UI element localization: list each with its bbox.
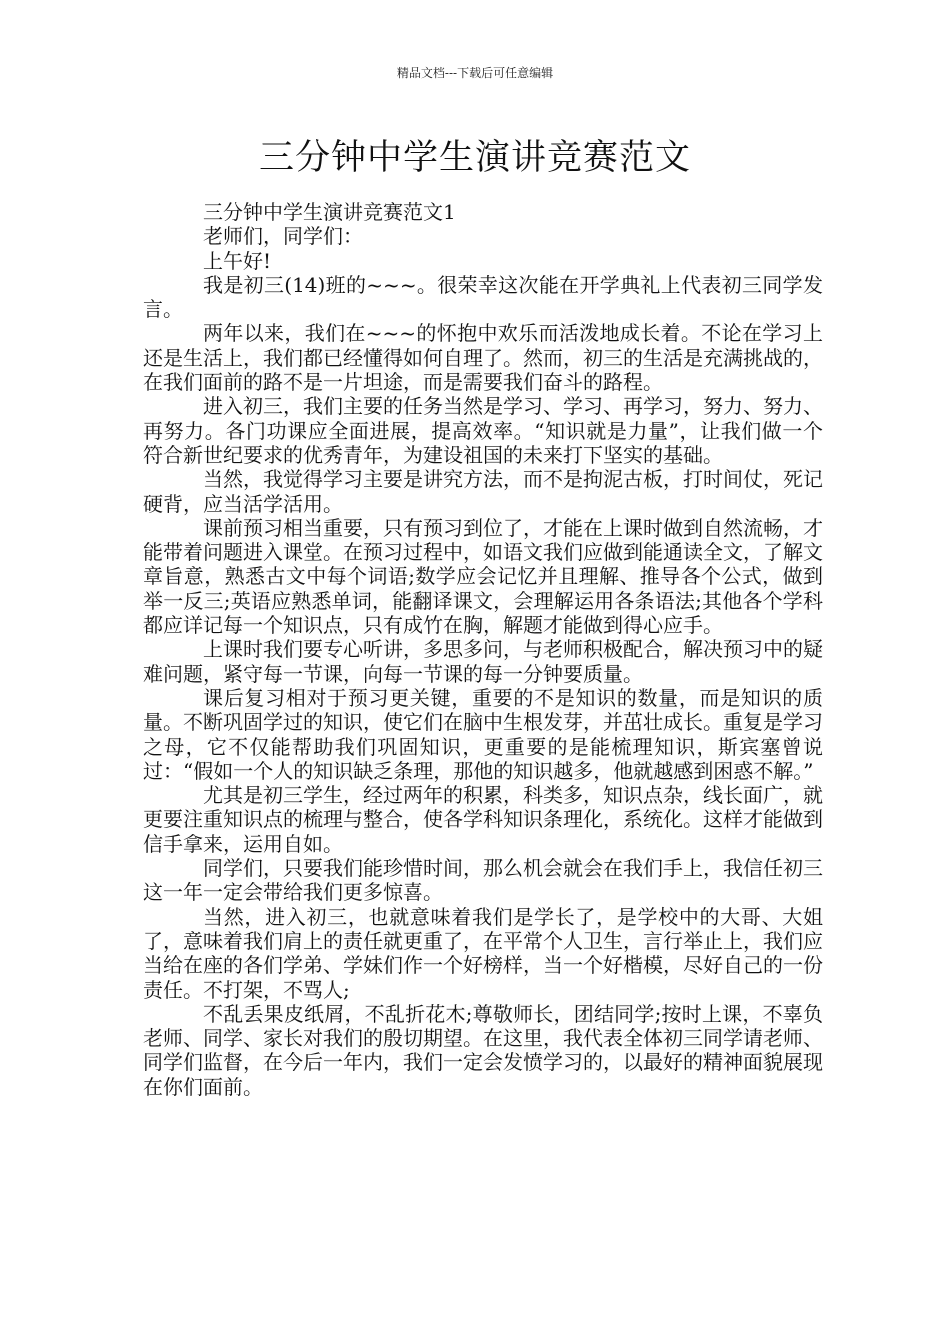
paragraph: 当然，我觉得学习主要是讲究方法，而不是拘泥古板，打时间仗，死记硬背，应当活学活用。: [143, 467, 823, 516]
paragraph: 上午好!: [203, 248, 272, 273]
paragraph: 尤其是初三学生，经过两年的积累，科类多，知识点杂，线长面广，就更要注重知识点的梳理与整合，使各学科知识条理化，系统化。这样才能做到信手拿来，运用自如。: [143, 783, 823, 856]
page-header: 精品文档---下载后可任意编辑: [396, 66, 554, 80]
paragraph: 老师们，同学们：: [203, 224, 363, 249]
paragraph: 同学们，只要我们能珍惜时间，那么机会就会在我们手上，我信任初三这一年一定会带给我们更多惊喜。: [143, 856, 823, 905]
paragraph: 三分钟中学生演讲竞赛范文1: [203, 200, 456, 224]
document-body: [143, 200, 823, 1099]
paragraph: 进入初三，我们主要的任务当然是学习、学习、再学习，努力、努力、再努力。各门功课应全面进展，提高效率。“知识就是力量”，让我们做一个符合新世纪要求的优秀青年，为建设祖国的未来打下坚实的基础。: [143, 394, 823, 467]
paragraph: 上课时我们要专心听讲，多思多问，与老师积极配合，解决预习中的疑难问题，紧守每一节课，向每一节课的每一分钟要质量。: [143, 637, 823, 686]
paragraph: 当然，进入初三，也就意味着我们是学长了，是学校中的大哥、大姐了，意味着我们肩上的责任就更重了，在平常个人卫生，言行举止上，我们应当给在座的各们学弟、学妹们作一个好榜样，当一个好楷模，尽好自己的一份责任。不打架，不骂人;: [143, 904, 823, 1002]
paragraph: 我是初三(14)班的~~~。很荣幸这次能在开学典礼上代表初三同学发言。: [143, 272, 823, 322]
paragraph: 两年以来，我们在~~~的怀抱中欢乐而活泼地成长着。不论在学习上还是生活上，我们都已经懂得如何自理了。然而，初三的生活是充满挑战的，在我们面前的路不是一片坦途，而是需要我们奋斗的路程。: [143, 321, 823, 395]
paragraph: 课后复习相对于预习更关键，重要的不是知识的数量，而是知识的质量。不断巩固学过的知识，使它们在脑中生根发芽，并茁壮成长。重复是学习之母，它不仅能帮助我们巩固知识，更重要的是能梳理知识，斯宾塞曾说过：“假如一个人的知识缺乏条理，那他的知识越多，他就越感到困惑不解。”: [143, 685, 823, 783]
paragraph: 课前预习相当重要，只有预习到位了，才能在上课时做到自然流畅，才能带着问题进入课堂。在预习过程中，如语文我们应做到能通读全文，了解文章旨意，熟悉古文中每个词语;数学应会记忆并且理解、推导各个公式，做到举一反三;英语应熟悉单词，能翻译课文，会理解运用各条语法;其他各个学科都应详记每一个知识点，只有成竹在胸，解题才能做到得心应手。: [143, 515, 823, 638]
paragraph: 不乱丢果皮纸屑，不乱折花木;尊敬师长，团结同学;按时上课，不辜负老师、同学、家长对我们的殷切期望。在这里，我代表全体初三同学请老师、同学们监督，在今后一年内，我们一定会发愤学习的，以最好的精神面貌展现在你们面前。: [143, 1001, 823, 1099]
document-title: 三分钟中学生演讲竞赛范文: [258, 138, 691, 178]
